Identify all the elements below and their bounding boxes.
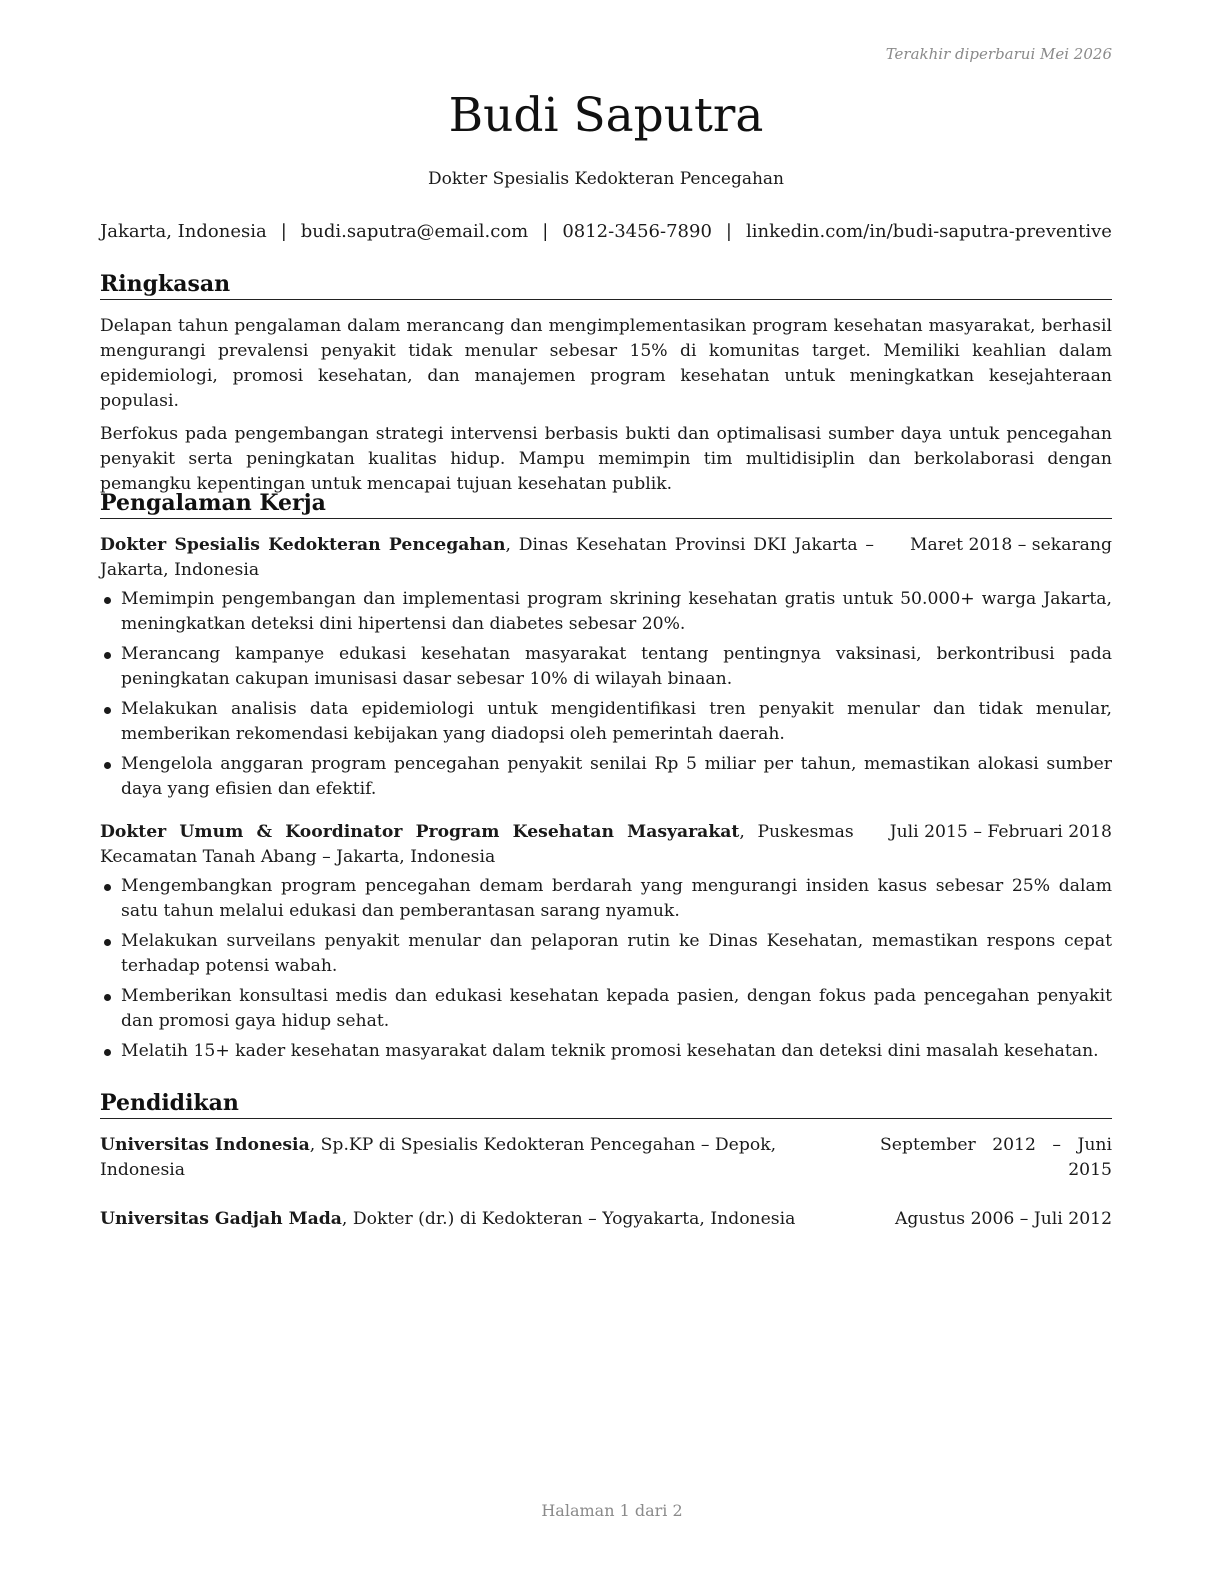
job-dates: Juli 2015 – Februari 2018 [890,820,1112,845]
job-bullet: Mengelola anggaran program pencegahan penyakit senilai Rp 5 miliar per tahun, memastikan alokasi sumber daya yang efisien dan efektif. [100,752,1112,802]
education-school: Universitas Gadjah Mada [100,1209,342,1229]
job-bullet-list [100,587,1112,802]
contact-separator: | [542,221,549,242]
summary-paragraph: Delapan tahun pengalaman dalam merancang dan mengimplementasikan program kesehatan masyarakat, berhasil mengurangi prevalensi penyakit tidak menular sebesar 15% di komunitas target. Memiliki keahlian dalam epidemiologi, promosi kesehatan, dan manajemen program kesehatan untuk meningkatkan kesejahteraan populasi. [100,316,1112,411]
job-header [100,533,1112,583]
job-organization: , Puskesmas Kecamatan Tanah Abang – Jakarta, Indonesia [100,822,854,867]
job-bullet: Melatih 15+ kader kesehatan masyarakat dalam teknik promosi kesehatan dan deteksi dini masalah kesehatan. [100,1039,1112,1064]
education-school: Universitas Indonesia [100,1135,310,1155]
section-title-experience: Pengalaman Kerja [100,489,1112,519]
education-dates: September 2012 – Juni 2015 [880,1135,1112,1180]
resume-page [100,0,1112,1584]
job-role: Dokter Spesialis Kedokteran Pencegahan [100,535,506,555]
job-bullet-list [100,874,1112,1064]
education-dates: Agustus 2006 – Juli 2012 [895,1209,1112,1229]
education-detail: , Sp.KP di Spesialis Kedokteran Pencegahan – Depok, Indonesia [100,1135,777,1180]
job-bullet: Melakukan surveilans penyakit menular dan pelaporan rutin ke Dinas Kesehatan, memastikan respons cepat terhadap potensi wabah. [100,929,1112,979]
job-dates: Maret 2018 – sekarang [910,533,1112,558]
last-updated-note: Terakhir diperbarui Mei 2026 [885,45,1112,63]
contact-email-link[interactable]: budi.saputra@email.com [300,221,529,242]
contact-separator: | [280,221,287,242]
job-bullet: Merancang kampanye edukasi kesehatan masyarakat tentang pentingnya vaksinasi, berkontribusi pada peningkatan cakupan imunisasi dasar sebesar 10% di wilayah binaan. [100,642,1112,692]
education-section [100,1089,1112,1256]
education-entry [100,1133,1112,1183]
contact-location: Jakarta, Indonesia [100,221,267,242]
person-name: Budi Saputra [448,88,764,143]
contact-phone: 0812-3456-7890 [562,221,712,242]
job-role: Dokter Umum & Koordinator Program Kesehatan Masyarakat [100,822,740,842]
contact-separator: | [725,221,732,242]
job-organization: , Dinas Kesehatan Provinsi DKI Jakarta – Jakarta, Indonesia [100,535,874,580]
section-title-education: Pendidikan [100,1089,1112,1119]
job-bullet: Mengembangkan program pencegahan demam berdarah yang mengurangi insiden kasus sebesar 25% dalam satu tahun melalui edukasi dan pemberantasan sarang nyamuk. [100,874,1112,924]
section-title-summary: Ringkasan [100,270,1112,300]
page-number: Halaman 1 dari 2 [541,1501,683,1520]
experience-section [100,489,1112,1082]
job-header [100,820,1112,870]
professional-title: Dokter Spesialis Kedokteran Pencegahan [427,169,785,189]
summary-paragraph: Berfokus pada pengembangan strategi intervensi berbasis bukti dan optimalisasi sumber daya untuk pencegahan penyakit serta peningkatan kualitas hidup. Mampu memimpin tim multidisiplin dan berkolaborasi dengan pemangku kepentingan untuk mencapai tujuan kesehatan publik. [100,424,1112,494]
education-detail: , Dokter (dr.) di Kedokteran – Yogyakarta, Indonesia [341,1209,796,1229]
job-entry [100,820,1112,1064]
education-entry [100,1207,1112,1232]
summary-section [100,270,1112,505]
job-bullet: Memberikan konsultasi medis dan edukasi kesehatan kepada pasien, dengan fokus pada pencegahan penyakit dan promosi gaya hidup sehat. [100,984,1112,1034]
job-bullet: Melakukan analisis data epidemiologi untuk mengidentifikasi tren penyakit menular dan tidak menular, memberikan rekomendasi kebijakan yang diadopsi oleh pemerintah daerah. [100,697,1112,747]
job-bullet: Memimpin pengembangan dan implementasi program skrining kesehatan gratis untuk 50.000+ warga Jakarta, meningkatkan deteksi dini hipertensi dan diabetes sebesar 20%. [100,587,1112,637]
contact-line [100,219,1112,245]
job-entry [100,533,1112,802]
contact-linkedin-link[interactable]: linkedin.com/in/budi-saputra-preventive [745,221,1112,242]
